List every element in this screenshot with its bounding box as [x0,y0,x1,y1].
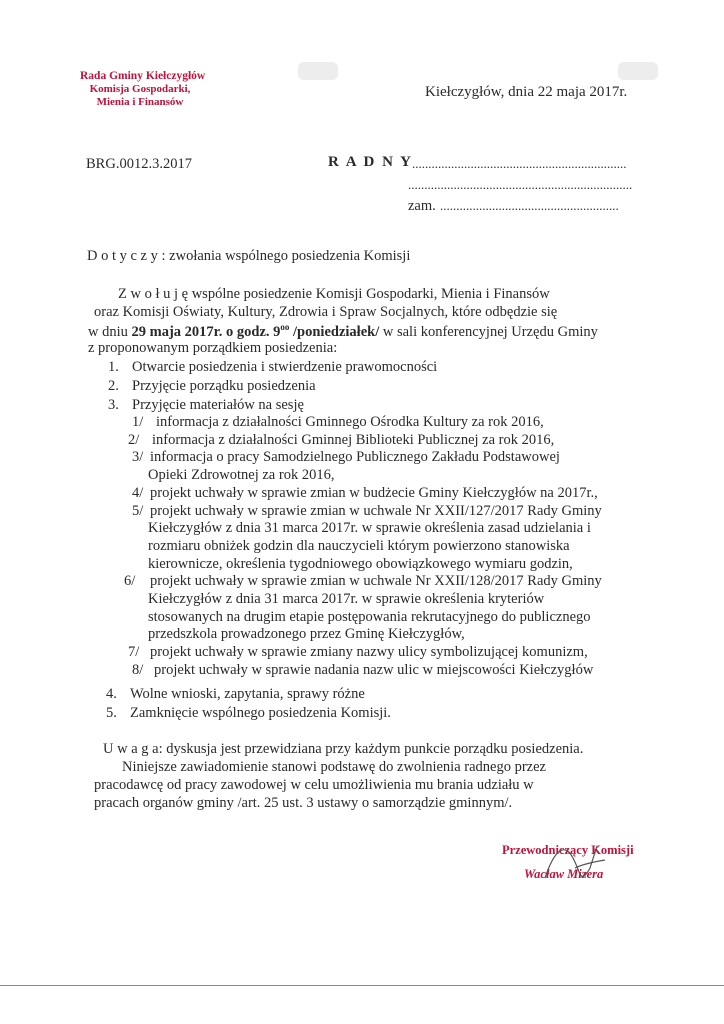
radny-dots: ....................................................... [440,198,619,213]
subitem-number: 7/ [128,644,140,661]
agenda-item-text: Przyjęcie materiałów na sesję [132,397,304,413]
subitem-text: Kiełczygłów z dnia 31 marca 2017r. w sprawie określenia zasad udzielania i [148,520,591,537]
subject-text: zwołania wspólnego posiedzenia Komisji [169,248,411,264]
subitem-text: projekt uchwały w sprawie zmian w uchwale Nr XXII/127/2017 Rady Gminy [150,502,602,519]
intro-line [118,286,550,303]
agenda-item-text: Wolne wnioski, zapytania, sprawy różne [130,686,365,702]
subject-line [87,248,410,265]
subitem-number: 8/ [132,661,144,678]
note-line: pracach organów gminy /art. 25 ust. 3 ustawy o samorządzie gminnym/. [94,795,513,811]
subitem-number: 1/ [132,414,144,430]
subitem-text: projekt uchwały w sprawie zmiany nazwy ulicy symbolizującej komunizm, [150,644,588,661]
subitem-text: informacja z działalności Gminnej Biblioteki Publicznej za rok 2016, [152,431,555,448]
subitem-text: stosowanych na drugim etapie postępowania rekrutacyjnego do publicznego [148,608,591,625]
agenda-item-number: 1. [108,359,119,375]
stamp-line: Mienia i Finansów [96,96,184,108]
agenda-item-text: Otwarcie posiedzenia i stwierdzenie prawomocności [132,359,438,375]
subitem-text: projekt uchwały w sprawie zmian w budżecie Gminy Kiełczygłów na 2017r., [150,484,598,501]
subitem-text: Opieki Zdrowotnej za rok 2016, [148,467,335,484]
meeting-day: /poniedziałek/ [293,323,380,340]
intro-text: w sali konferencyjnej Urzędu Gminy [382,323,598,340]
intro-line [88,322,598,341]
subitem-text: przedszkola prowadzonego przez Gminę Kiełczygłów, [148,626,465,643]
agenda-item-number: 3. [108,397,119,413]
subitem-text: rozmiaru obniżek godzin dla nauczycieli którym powierzono stanowiska [148,537,570,554]
reference-number: BRG.0012.3.2017 [86,156,192,172]
subitem-text: projekt uchwały w sprawie zmian w uchwale Nr XXII/128/2017 Rady Gminy [150,573,602,590]
note-line: Niniejsze zawiadomienie stanowi podstawę do zwolnienia radnego przez [122,759,546,775]
agenda-item-number: 5. [106,705,117,721]
note-line: pracodawcę od pracy zawodowej w celu umożliwienia mu brania udziału w [94,777,534,793]
intro-lead-word: Z w o ł u j ę [118,286,189,302]
subitem-number: 5/ [132,502,144,519]
subitem-text: informacja z działalności Gminnego Ośrodka Kultury za rok 2016, [156,414,544,430]
intro-text: wspólne posiedzenie Komisji Gospodarki, Mienia i Finansów [191,286,550,302]
agenda-item-number: 2. [108,378,119,394]
radny-label: R A D N Y [328,154,413,170]
signature-name: Wacław Mizera [524,867,604,881]
zam-label: zam. [408,198,436,214]
subitem-text: projekt uchwały w sprawie nadania nazw ulic w miejscowości Kiełczygłów [154,661,594,678]
agenda-item-text: Przyjęcie porządku posiedzenia [132,378,316,394]
scan-smudge [618,62,658,80]
intro-text: w dniu [88,323,128,340]
subitem-number: 4/ [132,484,144,501]
note-text: dyskusja jest przewidziana przy każdym punkcie porządku posiedzenia. [166,741,584,757]
note-line [103,741,583,758]
stamp-line: Komisja Gospodarki, [89,83,191,95]
subitem-number: 6/ [124,573,136,590]
subitem-text: informacja o pracy Samodzielnego Publicznego Zakładu Podstawowej [150,449,560,466]
radny-dots: ..................................................................... [408,177,633,192]
footer-divider [0,985,724,986]
note-label: U w a g a: [103,741,163,757]
intro-line: z proponowanym porządkiem posiedzenia: [88,340,338,356]
stamp-line: Rada Gminy Kiełczygłów [80,70,206,82]
subitem-text: kierownicze, określenia tygodniowego obowiązkowego wymiaru godzin, [148,555,573,572]
place-date: Kiełczygłów, dnia 22 maja 2017r. [425,84,628,100]
subitem-number: 3/ [132,449,144,466]
agenda-item-number: 4. [106,686,117,702]
intro-line: oraz Komisji Oświaty, Kultury, Zdrowia i Spraw Socjalnych, które odbędzie się [94,304,558,320]
handwritten-signature [535,838,615,888]
meeting-date: 29 maja 2017r. o godz. 9 [131,323,281,340]
subject-label: D o t y c z y : [87,248,166,264]
meeting-time-sup: oo [280,322,290,332]
subitem-text: Kiełczygłów z dnia 31 marca 2017r. w sprawie określenia kryteriów [148,591,545,607]
committee-stamp [80,70,206,109]
scan-smudge [298,62,338,80]
agenda-item-text: Zamknięcie wspólnego posiedzenia Komisji. [130,705,391,721]
signature-title: Przewodniczący Komisji [502,843,634,857]
radny-dots: .................................................................. [412,156,627,171]
subitem-number: 2/ [128,431,140,448]
